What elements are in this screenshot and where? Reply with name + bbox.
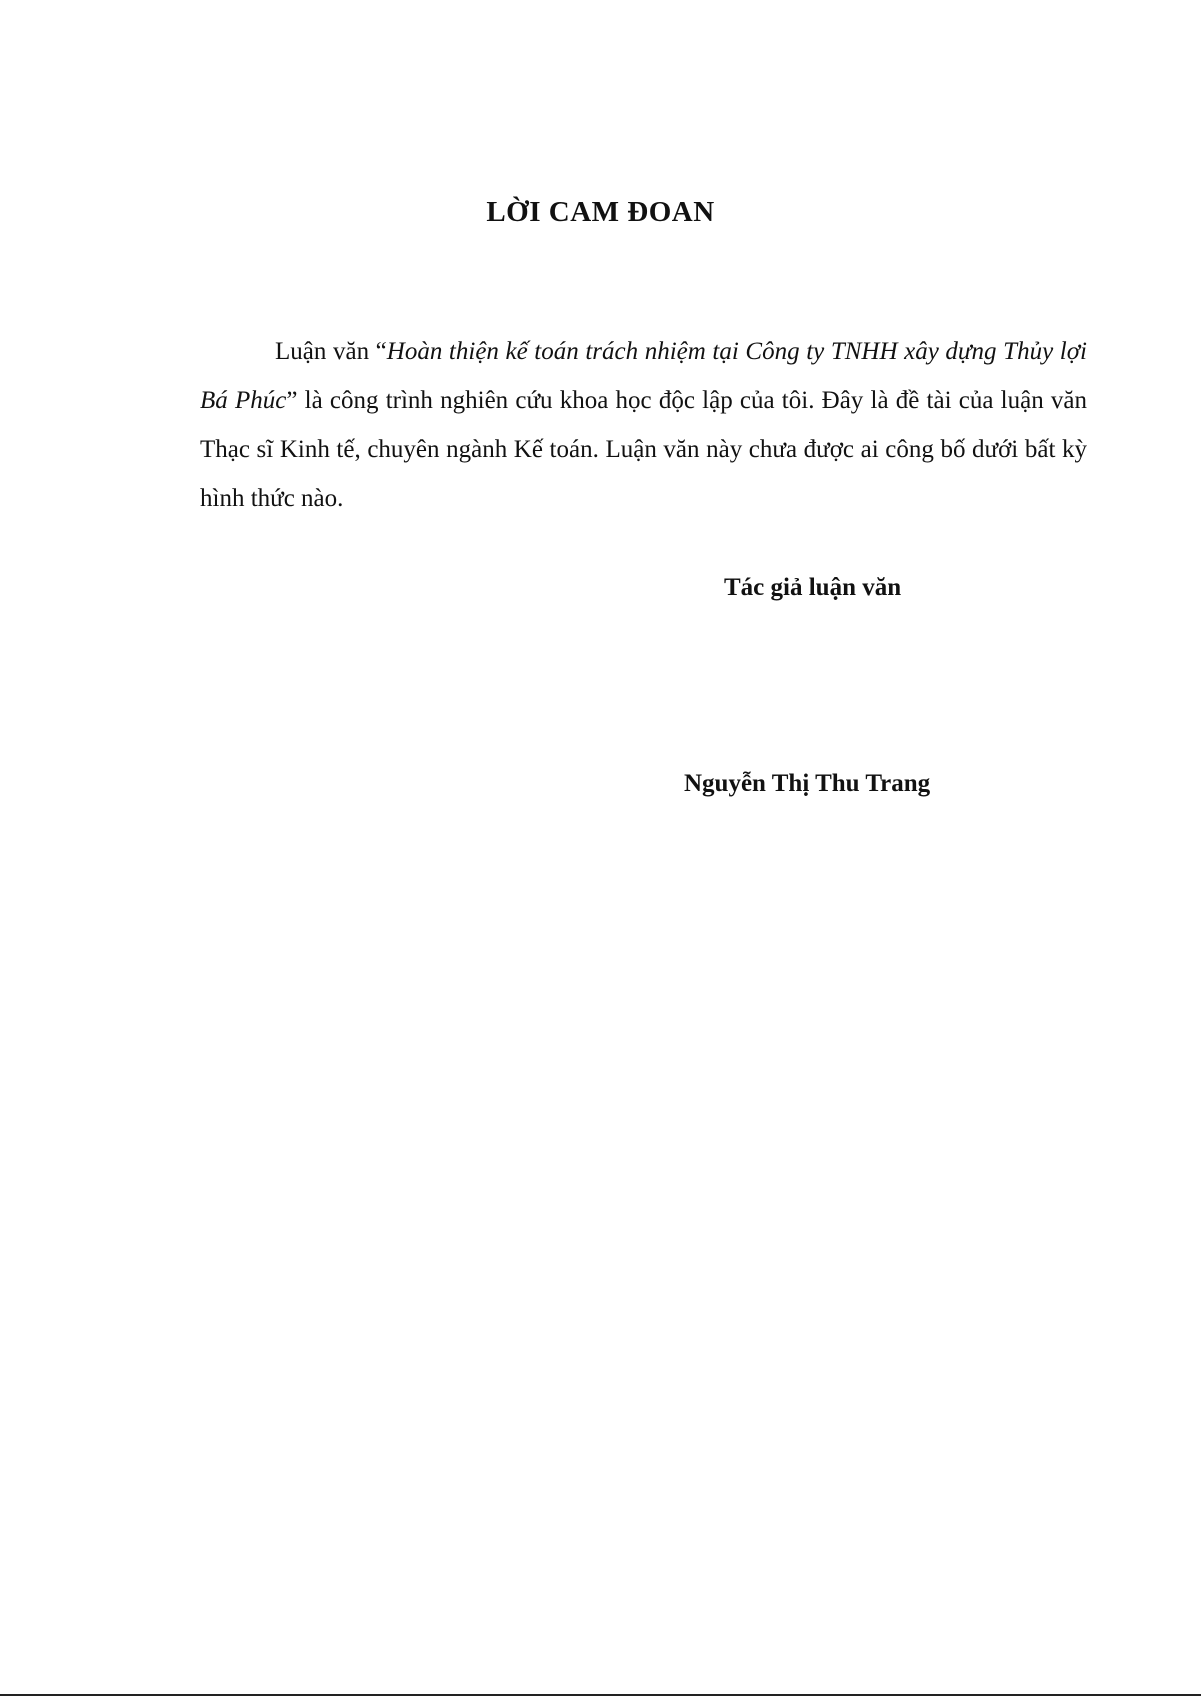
author-label: Tác giả luận văn bbox=[724, 574, 902, 601]
thesis-title: Hoàn thiện kế toán trách nhiệm tại Công ty TNHH xây dựng Thủy lợi Bá Phúc bbox=[200, 338, 1087, 414]
bottom-divider bbox=[0, 1694, 1201, 1696]
paragraph-suffix: ” là công trình nghiên cứu khoa học độc lập của tôi. Đây là đề tài của luận văn Thạc sĩ Kinh tế, chuyên ngành Kế toán. Luận văn này chưa được ai công bố dưới bất kỳ hình thức nào. bbox=[200, 387, 1088, 512]
page-title: LỜI CAM ĐOAN bbox=[486, 196, 715, 228]
declaration-paragraph bbox=[200, 327, 1087, 523]
author-name: Nguyễn Thị Thu Trang bbox=[684, 770, 931, 797]
paragraph-prefix: Luận văn “ bbox=[275, 338, 387, 365]
